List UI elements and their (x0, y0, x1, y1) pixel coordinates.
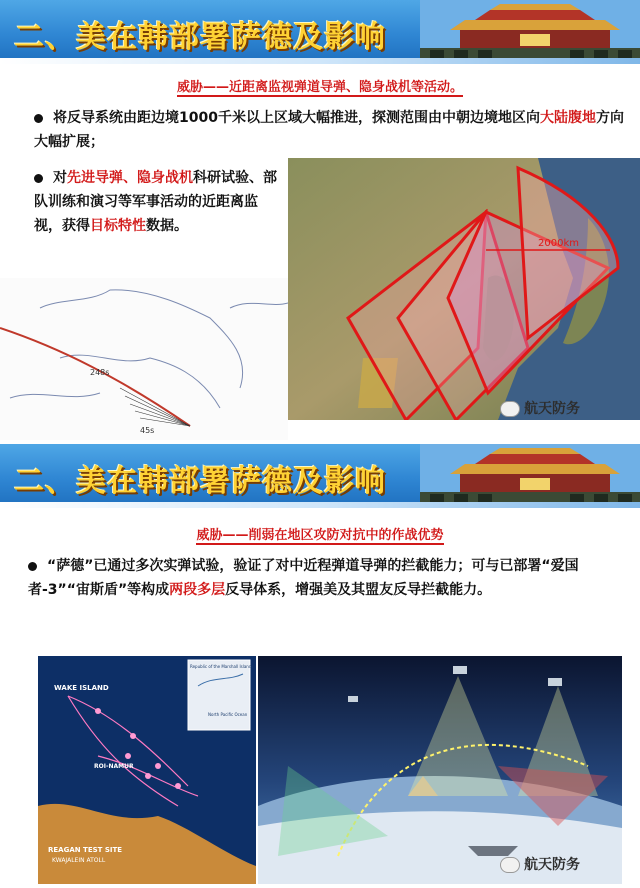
kwajalein-label: KWAJALEIN ATOLL (52, 857, 106, 864)
bullet-dot (34, 114, 43, 123)
reagan-test-site-label: REAGAN TEST SITE (48, 846, 123, 854)
bullet-dot (28, 562, 37, 571)
wake-island-label: WAKE ISLAND (54, 684, 109, 692)
trajectory-sketch (0, 278, 288, 440)
threat-heading: 威胁——近距离监视弹道导弹、隐身战机等活动。 (176, 80, 463, 95)
banner-stripe (0, 502, 640, 508)
range-label: 2000km (538, 238, 579, 249)
sketch-label-45s: 45s (140, 426, 155, 435)
wechat-icon (500, 401, 520, 417)
tiananmen-parade-image (420, 444, 640, 508)
wechat-icon (500, 857, 520, 873)
tiananmen-parade-image (420, 0, 640, 64)
bullet-1: “萨德”已通过多次实弹试验，验证了对中近程弹道导弹的拦截能力；可与已部署“爱国者-3”“宙斯盾”等构成两段多层反导体系，增强美及其盟友反导拦截能力。 (28, 558, 579, 598)
roi-namur-label: ROI-NAMUR (94, 763, 134, 770)
inset-title: Republic of the Marshall Islands (190, 664, 254, 669)
banner-stripe (0, 58, 640, 64)
threat-heading: 威胁——削弱在地区攻防对抗中的作战优势 (196, 528, 444, 543)
sketch-label-248s: 248s (90, 368, 110, 377)
inset-ocean: North Pacific Ocean (208, 712, 248, 717)
bullet-2: 对先进导弹、隐身战机科研试验、部队训练和演习等军事活动的近距离监视，获得目标特性数据。 (34, 170, 277, 234)
slide-2 (0, 444, 640, 888)
pacific-test-site-map (38, 656, 256, 884)
watermark: 航天防务 (500, 398, 580, 418)
radar-coverage-map (288, 158, 640, 420)
missile-defense-illustration (258, 656, 622, 884)
banner-title: 二、美在韩部署萨德及影响 (14, 20, 386, 55)
bullet-1: 将反导系统由距边境1000千米以上区域大幅推进，探测范围由中朝边境地区向大陆腹地方向大幅扩展； (34, 110, 624, 150)
slide-banner (0, 444, 640, 508)
watermark: 航天防务 (500, 854, 580, 874)
bullet-dot (34, 174, 43, 183)
slide-1 (0, 0, 640, 440)
slide-banner (0, 0, 640, 64)
banner-title: 二、美在韩部署萨德及影响 (14, 464, 386, 499)
